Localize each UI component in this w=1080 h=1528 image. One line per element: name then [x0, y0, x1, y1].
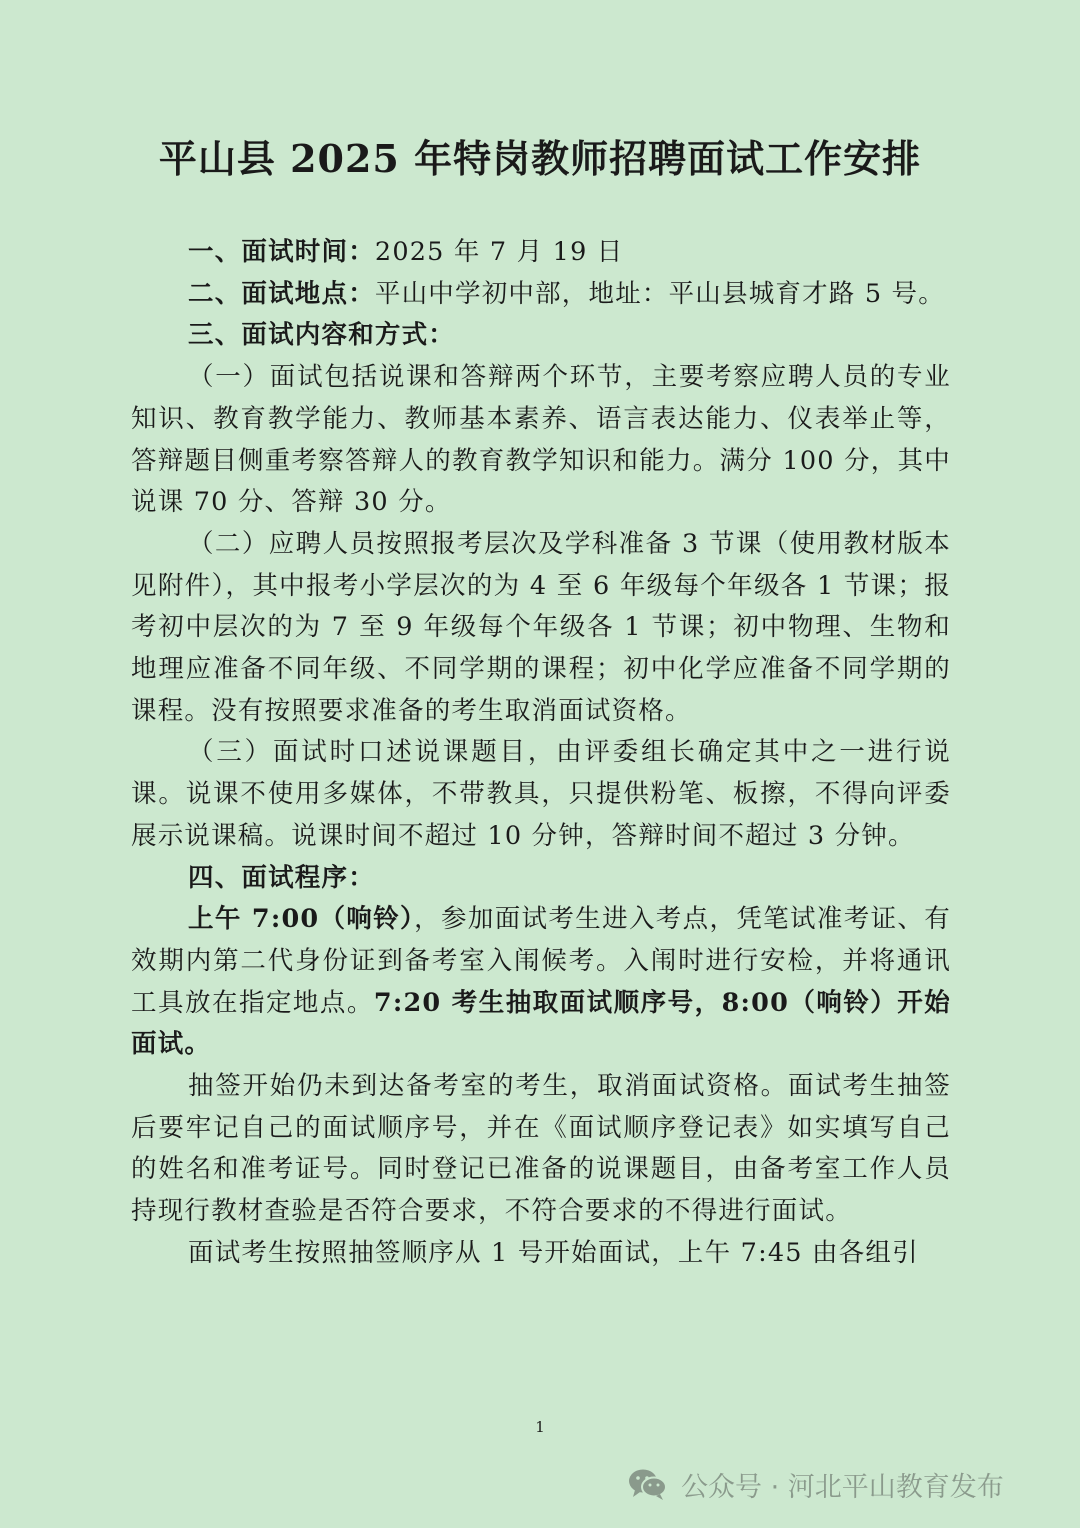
section-4-paragraph-2: 抽签开始仍未到达备考室的考生，取消面试资格。面试考生抽签后要牢记自己的面试顺序号，并在《面试顺序登记表》如实填写自己的姓名和准考证号。同时登记已准备的说课题目，由备考室工作人员持现行教材查验是否符合要求，不符合要求的不得进行面试。: [131, 1071, 951, 1227]
watermark: [627, 1462, 1004, 1506]
section-3-paragraph-1: （一）面试包括说课和答辩两个环节，主要考察应聘人员的专业知识、教育教学能力、教师基本素养、语言表达能力、仪表举止等，答辩题目侧重考察答辩人的教育教学知识和能力。满分 100 分，其中说课 70 分、答辩 30 分。: [131, 362, 951, 518]
section-4-bold-2: 7:20 考生抽取面试顺序号，8:00（响铃）开始面试。: [131, 987, 951, 1060]
watermark-text: 公众号 · 河北平山教育发布: [681, 1471, 1004, 1503]
document-body: [131, 232, 951, 1275]
section-4-paragraph-1: [131, 899, 951, 1066]
wechat-icon: [627, 1466, 669, 1502]
section-2-text: 平山中学初中部，地址：平山县城育才路 5 号。: [374, 278, 945, 309]
section-2: [131, 274, 951, 316]
section-1-heading: 一、面试时间：: [188, 237, 375, 267]
section-3-heading: 三、面试内容和方式：: [188, 320, 456, 351]
section-4-paragraph-3: 面试考生按照抽签顺序从 1 号开始面试，上午 7:45 由各组引: [188, 1237, 919, 1268]
section-1: [131, 232, 951, 274]
section-4-heading: 四、面试程序：: [188, 862, 375, 893]
section-3-paragraph-2: （二）应聘人员按照报考层次及学科准备 3 节课（使用教材版本见附件），其中报考小学层次的为 4 至 6 年级每个年级各 1 节课；报考初中层次的为 7 至 9 年级每个年级各 1 节课；初中物理、生物和地理应准备不同年级、不同学期的课程；初中化学应准备不同学期的课程。没有按照要求准备的考生取消面试资格。: [131, 528, 951, 726]
section-2-heading: 二、面试地点：: [188, 278, 375, 309]
section-3-paragraph-3: （三）面试时口述说课题目，由评委组长确定其中之一进行说课。说课不使用多媒体，不带教具，只提供粉笔、板擦，不得向评委展示说课稿。说课时间不超过 10 分钟，答辩时间不超过 3 分钟。: [131, 737, 951, 851]
page-number: 1: [535, 1418, 545, 1436]
page-title: 平山县 2025 年特岗教师招聘面试工作安排: [158, 136, 922, 181]
section-4-text-1: ，参加面试考生进入考点，凭笔试准考证、有效期内第二代身份证到备考室入闱候考。入闱时进行安检，并将通讯工具放在指定地点。: [131, 904, 951, 1018]
section-4-bold-1: 上午 7:00（响铃）: [188, 904, 415, 935]
section-1-text: 2025 年 7 月 19 日: [374, 237, 624, 267]
